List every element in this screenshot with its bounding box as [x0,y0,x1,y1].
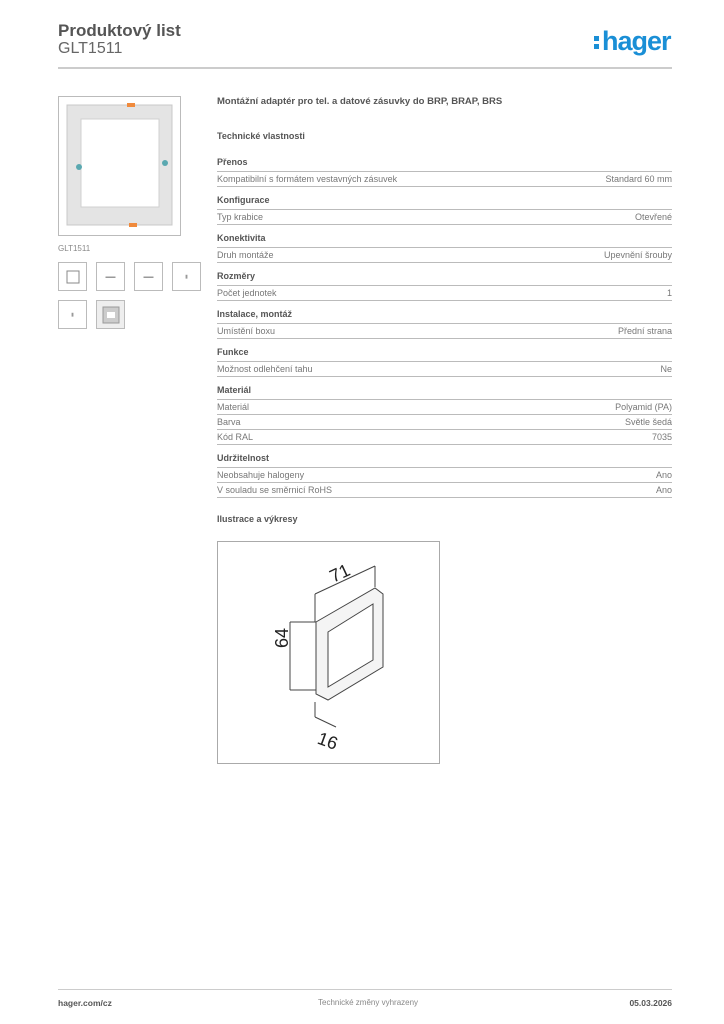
spec-value: Ano [655,470,672,480]
spec-label: Umístění boxu [217,326,276,336]
spec-value: Světle šedá [624,417,672,427]
spec-label: Počet jednotek [217,288,277,298]
spec-label: V souladu se směrnicí RoHS [217,485,333,495]
spec-value: 1 [666,288,672,298]
spec-section [217,195,672,225]
specs-title: Technické vlastnosti [217,131,305,141]
product-code: GLT1511 [58,40,123,57]
spec-label: Možnost odlehčení tahu [217,364,313,374]
footer-divider [58,989,672,990]
footer-website-link[interactable]: hager.com/cz [58,998,112,1008]
spec-section-title: Udržitelnost [217,453,672,468]
spec-row [217,362,672,377]
spec-section [217,309,672,339]
spec-label: Typ krabice [217,212,264,222]
spec-label: Druh montáže [217,250,274,260]
spec-section-title: Instalace, montáž [217,309,672,324]
spec-value: 7035 [651,432,672,442]
thumbnail-drawing[interactable] [96,300,125,329]
spec-row [217,415,672,430]
spec-section [217,347,672,377]
spec-label: Neobsahuje halogeny [217,470,305,480]
spec-section [217,385,672,445]
thumbnail-bottom[interactable]: ▬▬ [134,262,163,291]
footer-disclaimer: Technické změny vyhrazeny [318,998,419,1007]
dim-height: 64 [272,627,292,648]
spec-section [217,453,672,498]
spec-value: Přední strana [617,326,672,336]
divider [58,67,672,69]
spec-section-title: Konektivita [217,233,672,248]
spec-label: Materiál [217,402,250,412]
dim-depth: 16 [314,728,341,754]
spec-value: Upevnění šrouby [603,250,672,260]
spec-value: Ne [660,364,672,374]
dimension-drawing [217,541,440,764]
spec-row [217,468,672,483]
spec-row [217,483,672,498]
thumbnail-top[interactable]: ▬▬ [96,262,125,291]
spec-row [217,210,672,225]
spec-section [217,233,672,263]
spec-section [217,157,672,187]
spec-row [217,172,672,187]
spec-row [217,248,672,263]
product-photo [58,96,181,236]
thumbnail-side-2[interactable]: ▮ [58,300,87,329]
illustration-title: Ilustrace a výkresy [217,514,298,524]
spec-section-title: Funkce [217,347,672,362]
footer-date: 05.03.2026 [629,998,672,1008]
product-details [217,96,672,524]
spec-row [217,430,672,445]
spec-label: Kód RAL [217,432,254,442]
thumbnail-side[interactable]: ▮ [172,262,201,291]
spec-section-title: Konfigurace [217,195,672,210]
product-description: Montážní adaptér pro tel. a datové zásuvky do BRP, BRAP, BRS [217,96,503,107]
spec-label: Kompatibilní s formátem vestavných zásuvek [217,174,398,184]
spec-label: Barva [217,417,241,427]
spec-row [217,400,672,415]
spec-value: Ano [655,485,672,495]
spec-section-title: Rozměry [217,271,672,286]
spec-section [217,271,672,301]
thumbnail-front[interactable] [58,262,87,291]
spec-value: Standard 60 mm [605,174,672,184]
dim-width: 71 [326,559,354,587]
spec-section-title: Přenos [217,157,672,172]
spec-row [217,286,672,301]
spec-section-title: Materiál [217,385,672,400]
spec-value: Polyamid (PA) [615,402,672,412]
spec-row [217,324,672,339]
hager-logo: hager [594,26,671,57]
spec-value: Otevřené [634,212,672,222]
page-title: Produktový list [58,21,181,40]
photo-caption: GLT1511 [58,244,91,253]
